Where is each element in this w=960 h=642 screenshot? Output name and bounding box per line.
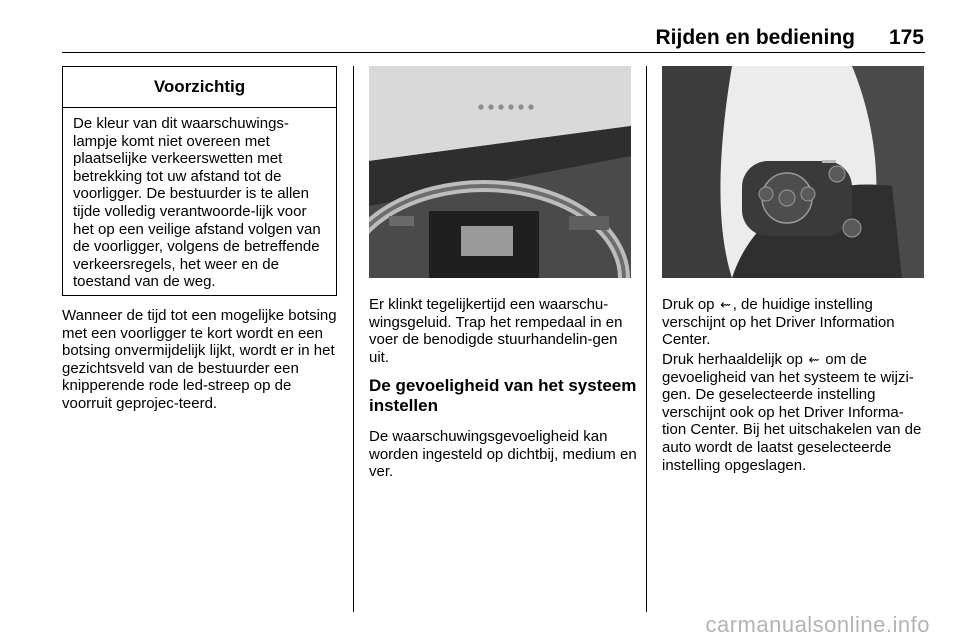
section-title: Rijden en bediening — [655, 26, 855, 49]
col2-paragraph-1: Er klinkt tegelijkertijd een waarschu-wingsgeluid. Trap het rempedaal in en voer de benodigde stuurhandelin-gen uit. — [369, 296, 623, 366]
col3-paragraph-1 — [662, 296, 924, 349]
steering-wheel-buttons-icon — [662, 66, 924, 278]
dashboard-hud-leds-icon — [369, 66, 631, 278]
sensitivity-button-icon: ⇜ — [720, 297, 732, 312]
col2-paragraph-2: De waarschuwingsgevoeligheid kan worden ingesteld op dichtbij, medium en ver. — [369, 428, 637, 481]
watermark: carmanualsonline.info — [705, 612, 930, 637]
caution-title: Voorzichtig — [63, 67, 336, 108]
caution-box — [62, 66, 337, 296]
caution-body: De kleur van dit waarschuwings-lampje komt niet overeen met plaatselijke verkeerswetten met betrekking tot uw afstand tot de voorligger. De bestuurder is te allen tijde volledig verantwoorde-lijk voor het op een veilige afstand volgen van de voorligger, volgens de betreffende verkeersregels, het weer en de toestand van de weg. — [73, 115, 321, 291]
page-number: 175 — [888, 26, 924, 49]
header-rule — [62, 52, 925, 53]
figure-dashboard-leds — [369, 66, 631, 278]
column-divider-2 — [646, 66, 647, 612]
col1-paragraph: Wanneer de tijd tot een mogelijke botsing met een voorligger te kort wordt en een botsing onvermijdelijk lijkt, wordt er in het gezichtsveld van de bestuurder een knipperende rode led-streep op de voorruit geprojec-teerd. — [62, 307, 337, 412]
col3-p1-text-b: , de huidige instelling verschijnt op het Driver Information Center. — [662, 296, 895, 349]
col3-p1-text-a: Druk op — [662, 296, 715, 313]
figure-steering-wheel — [662, 66, 924, 278]
col3-paragraph-2 — [662, 351, 924, 474]
sensitivity-button-icon-2: ⇜ — [808, 352, 820, 367]
col3-p2-text-a: Druk herhaaldelijk op — [662, 351, 803, 368]
column-divider-1 — [353, 66, 354, 612]
col2-heading: De gevoeligheid van het systeem instellen — [369, 376, 637, 415]
col3-p2-text-b: om de gevoeligheid van het systeem te wijzi-gen. De geselecteerde instelling verschijnt ook op het Driver Informa-tion Center. Bij het uitschakelen van de auto wordt de laatst geselecteerde instelling opgeslagen. — [662, 351, 922, 474]
